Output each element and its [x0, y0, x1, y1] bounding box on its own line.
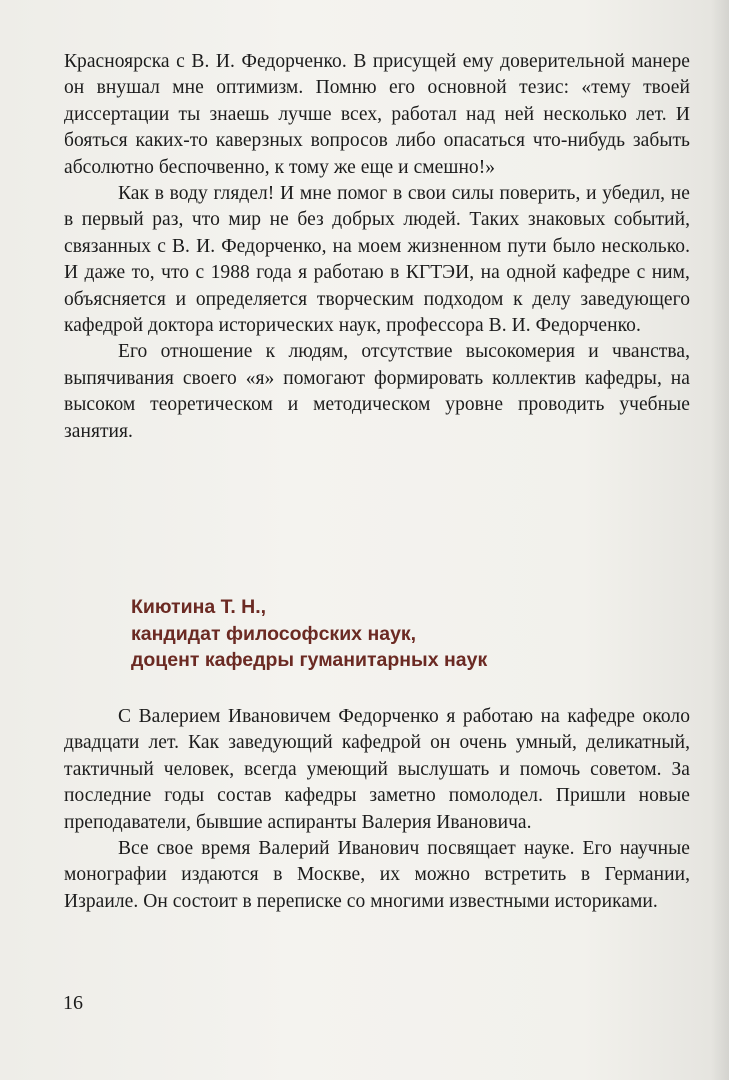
- paragraph-2: Как в воду глядел! И мне помог в свои силы поверить, и убедил, не в первый раз, что мир не без добрых людей. Таких знаковых событий, связанных с В. И. Федорченко, на моем жизненном пути было несколько. И даже то, что с 1988 года я работаю в КГТЭИ, на одной кафедре с ним, объясняется и определяется творческим подходом к делу заведующего кафедрой доктора исторических наук, профессора В. И. Федорченко.: [64, 183, 690, 337]
- page-number: 16: [63, 992, 83, 1014]
- paragraph-1: Красноярска с В. И. Федорченко. В присущей ему доверительной манере он внушал мне оптимизм. Помню его основной тезис: «тему твоей диссертации ты знаешь лучше всех, работал над ней несколько лет. И бояться каких-то каверзных вопросов либо опасаться что-нибудь забыть абсолютно беспочвенно, к тому же еще и смешно!»: [64, 51, 690, 178]
- paragraph-3: Его отношение к людям, отсутствие высокомерия и чванства, выпячивания своего «я» помогают формировать коллектив кафедры, на высоком теоретическом и методическом уровне проводить учебные занятия.: [64, 341, 690, 442]
- paragraph-4: С Валерием Ивановичем Федорченко я работаю на кафедре около двадцати лет. Как заведующий кафедрой он очень умный, деликатный, тактичный человек, всегда умеющий выслушать и помочь советом. За последние годы состав кафедры заметно помолодел. Пришли новые преподаватели, бывшие аспиранты Валерия Ивановича.: [64, 706, 690, 833]
- paragraph-5: Все свое время Валерий Иванович посвящает науке. Его научные монографии издаются в Москве, их можно встретить в Германии, Израиле. Он состоит в переписке со многими известными историками.: [64, 838, 690, 912]
- text-block-bottom: [64, 704, 690, 915]
- author-degree: кандидат философских наук,: [131, 622, 417, 645]
- author-name: Киютина Т. Н.,: [131, 596, 267, 618]
- text-block-top: [64, 49, 690, 445]
- page-edge-shadow: [711, 0, 729, 1080]
- author-heading: [131, 594, 487, 674]
- author-position: доцент кафедры гуманитарных наук: [131, 649, 488, 671]
